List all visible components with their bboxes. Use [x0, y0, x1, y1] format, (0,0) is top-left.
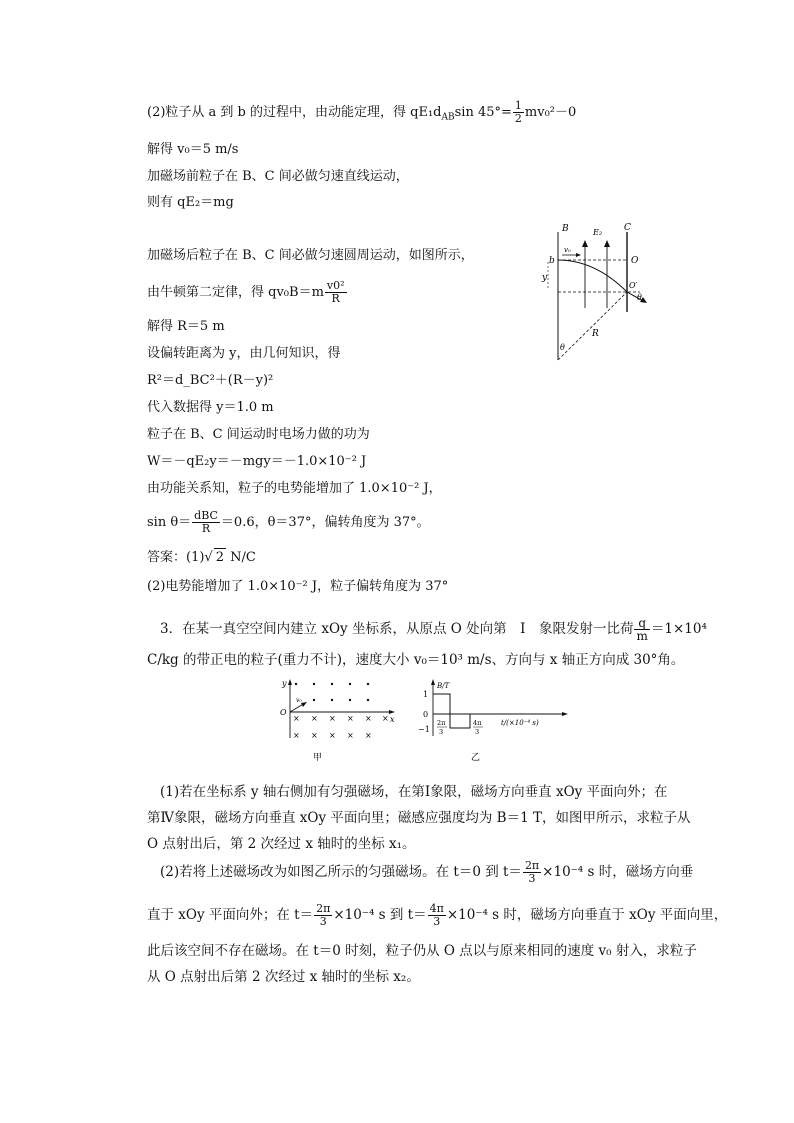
label-E2: E₂	[593, 228, 603, 237]
label-x: x	[390, 715, 395, 724]
figure-jia	[272, 676, 402, 766]
tick-2-num: 4π	[473, 719, 482, 727]
question-1-line-1: (1)若在坐标系 y 轴右侧加有匀强磁场，在第Ⅰ象限，磁场方向垂直 xOy 平面向外；在	[160, 784, 668, 800]
label-v0: v₀	[296, 697, 302, 704]
fraction-numerator: v0²	[326, 279, 345, 292]
text: (2)若将上述磁场改为如图乙所示的匀强磁场。在 t＝0 到 t＝	[160, 864, 522, 880]
subscript: AB	[441, 112, 455, 123]
solution-line-5: 加磁场后粒子在 B、C 间必做匀速圆周运动，如图所示，	[147, 248, 474, 263]
text: 由牛顿第二定律，得 qv₀B＝m	[147, 285, 324, 300]
problem3-line-2: C/kg 的带正电的粒子(重力不计)，速度大小 v₀＝10³ m/s、方向与 x 轴正方向成 30°角。	[147, 652, 685, 668]
fraction	[513, 100, 524, 125]
fraction	[523, 860, 541, 885]
solution-line-1	[147, 100, 576, 127]
label-b: b	[549, 256, 555, 266]
svg-text:×: ×	[347, 731, 354, 740]
tick-1-num: 2π	[437, 719, 446, 727]
svg-text:×: ×	[311, 714, 318, 723]
fraction	[192, 510, 220, 535]
solution-line-12: W＝－qE₂y＝－mgy＝－1.0×10⁻² J	[147, 454, 367, 469]
solution-line-9: R²＝d_BC²＋(R－y)²	[147, 373, 274, 388]
svg-text:×: ×	[347, 714, 354, 723]
solution-line-10: 代入数据得 y＝1.0 m	[147, 400, 274, 415]
svg-text:×: ×	[293, 731, 300, 740]
fraction	[314, 903, 332, 928]
solution-line-15: 答案：(1)√ 2 N/C	[147, 550, 256, 565]
problem3-line-1	[160, 617, 707, 642]
label-t-axis: t/(×10⁻⁴ s)	[501, 719, 539, 727]
label-B: B	[562, 224, 569, 234]
label-1: 1	[423, 690, 429, 699]
question-2-line-2	[147, 903, 727, 928]
solution-line-16: (2)电势能增加了 1.0×10⁻² J，粒子偏转角度为 37°	[147, 579, 449, 594]
solution-line-2: 解得 v₀＝5 m/s	[147, 142, 239, 157]
fraction-numerator: dBC	[194, 509, 218, 522]
dots-field	[295, 683, 369, 701]
fraction-denominator: m	[636, 629, 648, 643]
solution-line-3: 加磁场前粒子在 B、C 间必做匀速直线运动，	[147, 169, 409, 184]
label-C: C	[624, 223, 631, 233]
tick-2-den: 3	[475, 728, 480, 736]
fraction	[325, 280, 347, 305]
label-O: O	[631, 256, 639, 266]
text: 3．在某一真空空间内建立 xOy 坐标系，从原点 O 处向第 Ⅰ 象限发射一比荷	[160, 621, 634, 637]
tick-1-den: 3	[439, 728, 444, 736]
label-v0: v₀	[564, 246, 571, 254]
crosses-field	[293, 714, 389, 740]
text: ＝1×10⁴	[650, 621, 707, 637]
solution-line-14	[147, 510, 430, 535]
label-R: R	[592, 329, 599, 339]
text: 答案：(1)	[147, 550, 205, 565]
text: (2)粒子从 a 到 b 的过程中，由动能定理，得 qE₁d	[147, 105, 442, 120]
solution-line-4: 则有 qE₂＝mg	[147, 195, 234, 210]
label-theta-2: θ	[560, 343, 565, 352]
text: ×10⁻⁴ s 时，磁场方向垂直于 xOy 平面向里，	[446, 907, 728, 923]
fraction-numerator: 2π	[316, 902, 331, 915]
svg-text:×: ×	[311, 731, 318, 740]
fraction-numerator: q	[634, 617, 649, 630]
svg-text:×: ×	[382, 714, 389, 723]
svg-text:×: ×	[329, 714, 336, 723]
label-y: y	[282, 679, 287, 688]
solution-line-6	[147, 280, 348, 305]
svg-text:×: ×	[365, 714, 372, 723]
text: 直于 xOy 平面向外；在 t＝	[147, 907, 314, 923]
svg-text:×: ×	[365, 731, 372, 740]
text: N/C	[226, 550, 256, 565]
label-y: y	[542, 273, 548, 283]
fraction-denominator: 3	[319, 915, 327, 928]
label-B-T: B/T	[437, 682, 450, 690]
question-1-line-2: 第Ⅳ象限，磁场方向垂直 xOy 平面向里；磁感应强度均为 B＝1 T，如图甲所示，求粒子从	[147, 810, 691, 826]
svg-text:×: ×	[329, 731, 336, 740]
fraction	[634, 617, 649, 642]
fraction-denominator: 2	[514, 112, 522, 125]
fraction-numerator: 1	[514, 99, 522, 112]
solution-line-13: 由功能关系知，粒子的电势能增加了 1.0×10⁻² J，	[147, 481, 442, 496]
fraction	[428, 903, 446, 928]
caption-yi: 乙	[471, 753, 481, 763]
solution-line-11: 粒子在 B、C 间运动时电场力做的功为	[147, 427, 370, 442]
svg-text:×: ×	[293, 714, 300, 723]
trajectory-diagram	[540, 220, 670, 365]
fraction-numerator: 4π	[429, 902, 444, 915]
label-O-prime: O′	[629, 281, 638, 290]
label-minus-1: −1	[418, 725, 430, 734]
fraction-denominator: 3	[433, 915, 441, 928]
label-theta: θ	[637, 293, 642, 302]
question-1-line-3: O 点射出后，第 2 次经过 x 轴时的坐标 x₁。	[147, 836, 416, 852]
label-0: 0	[423, 710, 429, 719]
radicand: 2	[215, 550, 224, 565]
trajectory-arc	[558, 260, 627, 292]
figure-yi	[415, 676, 575, 766]
text: ×10⁻⁴ s 到 t＝	[333, 907, 427, 923]
question-2-line-1	[160, 860, 693, 885]
fraction-denominator: R	[201, 522, 211, 535]
solution-line-8: 设偏转距离为 y，由几何知识，得	[147, 346, 341, 361]
text: ×10⁻⁴ s 时，磁场方向垂	[542, 864, 694, 880]
text: mv₀²－0	[524, 105, 577, 120]
text: ＝0.6，θ＝37°，偏转角度为 37°。	[220, 515, 430, 530]
text: sin 45°=	[454, 105, 512, 120]
caption-jia: 甲	[313, 753, 323, 763]
question-2-line-3: 此后该空间不存在磁场。在 t＝0 时刻，粒子仍从 O 点以与原来相同的速度 v₀ 射入，求粒子	[147, 943, 697, 959]
fraction-denominator: 3	[528, 872, 536, 885]
text: sin θ＝	[147, 515, 192, 530]
label-O: O	[280, 708, 287, 717]
fraction-denominator: R	[331, 292, 340, 305]
solution-line-7: 解得 R＝5 m	[147, 319, 225, 334]
question-2-line-4: 从 O 点射出后第 2 次经过 x 轴时的坐标 x₂。	[147, 969, 420, 985]
fraction-numerator: 2π	[524, 859, 540, 872]
